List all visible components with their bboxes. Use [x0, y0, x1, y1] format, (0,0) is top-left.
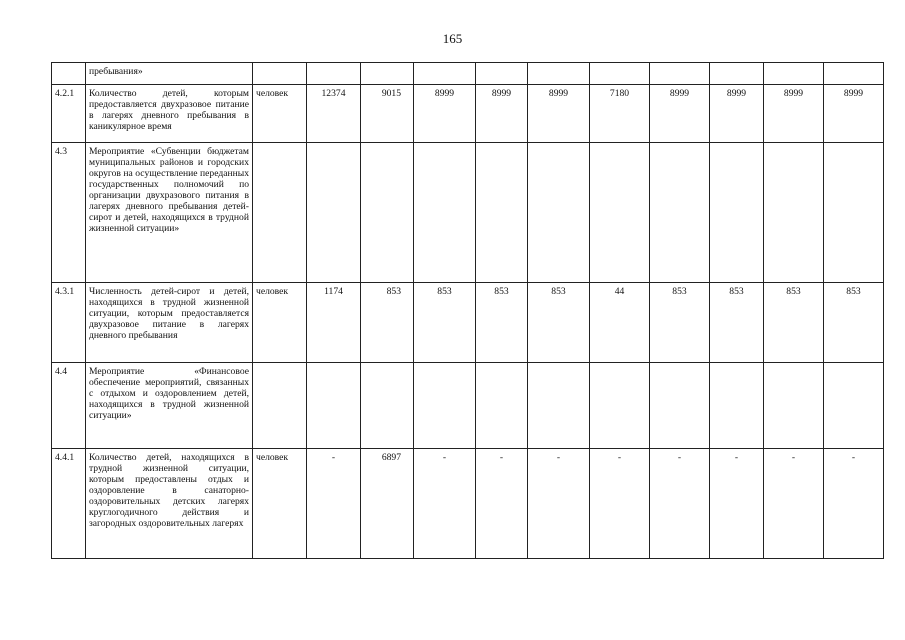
value-cell: [307, 63, 361, 85]
table-row: [52, 143, 884, 283]
value-cell: [361, 143, 414, 283]
value-cell: [710, 63, 764, 85]
page-number: 165: [442, 31, 463, 46]
unit-cell: [253, 363, 307, 449]
row-number-cell: 4.3: [52, 143, 86, 283]
value-cell: 853: [764, 283, 824, 363]
value-cell: [590, 143, 650, 283]
value-cell: -: [307, 449, 361, 559]
value-cell: 9015: [361, 85, 414, 143]
value-cell: 853: [476, 283, 528, 363]
table-row: [52, 63, 884, 85]
row-number-cell: 4.2.1: [52, 85, 86, 143]
value-cell: 8999: [476, 85, 528, 143]
value-cell: [824, 143, 884, 283]
value-cell: [590, 363, 650, 449]
value-cell: 44: [590, 283, 650, 363]
description-cell: Количество детей, которым предоставляется двухразовое питание в лагерях дневного пребывания в каникулярное время: [86, 85, 253, 143]
value-cell: 853: [414, 283, 476, 363]
value-cell: [764, 363, 824, 449]
value-cell: -: [824, 449, 884, 559]
value-cell: [361, 363, 414, 449]
value-cell: [414, 143, 476, 283]
value-cell: 7180: [590, 85, 650, 143]
value-cell: 1174: [307, 283, 361, 363]
value-cell: 6897: [361, 449, 414, 559]
description-cell: Численность детей-сирот и детей, находящихся в трудной жизненной ситуации, которым предоставляется двухразовое питание в лагерях дневного пребывания: [86, 283, 253, 363]
row-number-cell: 4.4.1: [52, 449, 86, 559]
row-number-cell: 4.4: [52, 363, 86, 449]
value-cell: [710, 143, 764, 283]
value-cell: -: [764, 449, 824, 559]
value-cell: [414, 63, 476, 85]
value-cell: [528, 63, 590, 85]
value-cell: [764, 143, 824, 283]
value-cell: -: [528, 449, 590, 559]
value-cell: [476, 63, 528, 85]
unit-cell: человек: [253, 449, 307, 559]
value-cell: 8999: [528, 85, 590, 143]
table-row: [52, 283, 884, 363]
unit-cell: [253, 143, 307, 283]
value-cell: [414, 363, 476, 449]
value-cell: 853: [528, 283, 590, 363]
indicators-table: [51, 62, 884, 559]
value-cell: 853: [650, 283, 710, 363]
value-cell: [476, 143, 528, 283]
value-cell: -: [414, 449, 476, 559]
unit-cell: [253, 63, 307, 85]
value-cell: 853: [824, 283, 884, 363]
value-cell: [650, 363, 710, 449]
value-cell: 12374: [307, 85, 361, 143]
table-row: [52, 449, 884, 559]
value-cell: 8999: [764, 85, 824, 143]
value-cell: [361, 63, 414, 85]
value-cell: -: [650, 449, 710, 559]
row-number-cell: 4.3.1: [52, 283, 86, 363]
value-cell: [528, 363, 590, 449]
value-cell: -: [476, 449, 528, 559]
value-cell: 853: [361, 283, 414, 363]
value-cell: [307, 363, 361, 449]
table-row: [52, 363, 884, 449]
description-cell: пребывания»: [86, 63, 253, 85]
value-cell: [710, 363, 764, 449]
value-cell: [528, 143, 590, 283]
value-cell: -: [710, 449, 764, 559]
value-cell: [590, 63, 650, 85]
description-cell: Мероприятие «Финансовое обеспечение мероприятий, связанных с отдыхом и оздоровлением детей, находящихся в трудной жизненной ситуации»: [86, 363, 253, 449]
value-cell: [476, 363, 528, 449]
value-cell: [824, 63, 884, 85]
value-cell: 8999: [710, 85, 764, 143]
value-cell: 8999: [650, 85, 710, 143]
row-number-cell: [52, 63, 86, 85]
table-row: [52, 85, 884, 143]
value-cell: [650, 143, 710, 283]
value-cell: [650, 63, 710, 85]
value-cell: 8999: [824, 85, 884, 143]
value-cell: 853: [710, 283, 764, 363]
unit-cell: человек: [253, 283, 307, 363]
value-cell: -: [590, 449, 650, 559]
value-cell: [764, 63, 824, 85]
description-cell: Мероприятие «Субвенции бюджетам муниципальных районов и городских округов на осуществление переданных государственных полномочий по организации двухразового питания в лагерях дневного пребывания детей-сирот и детей, находящихся в трудной жизненной ситуации»: [86, 143, 253, 283]
value-cell: 8999: [414, 85, 476, 143]
unit-cell: человек: [253, 85, 307, 143]
description-cell: Количество детей, находящихся в трудной жизненной ситуации, которым предоставлены отдых и оздоровление в санаторно-оздоровительных детских лагерях круглогодичного действия и загородных оздоровительных лагерях: [86, 449, 253, 559]
value-cell: [824, 363, 884, 449]
value-cell: [307, 143, 361, 283]
